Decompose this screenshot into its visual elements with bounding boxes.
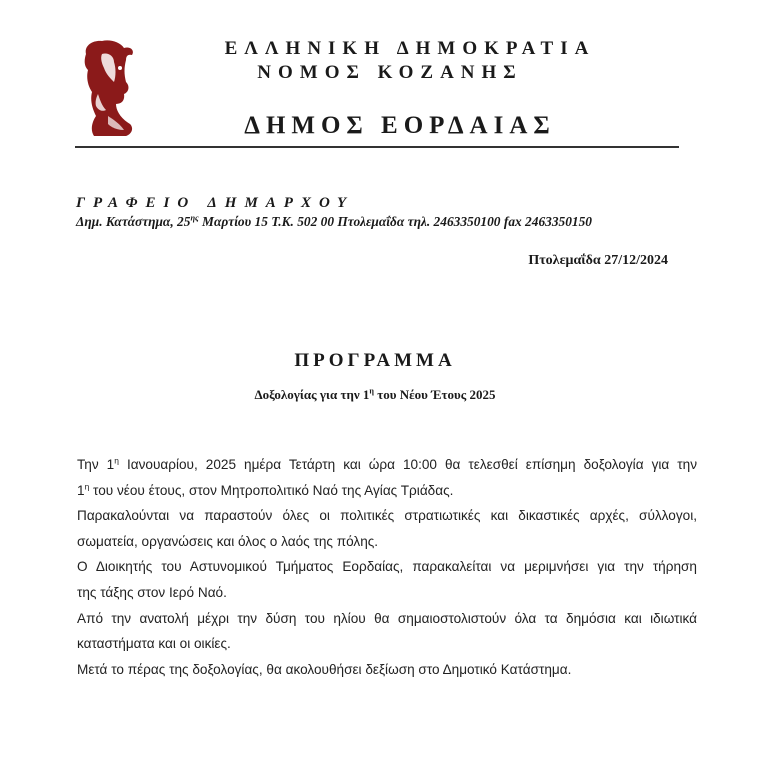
address-part-1: Δημ. Κατάστημα, 25 [76,214,191,229]
paragraph-1 [77,452,697,503]
date-line: Πτολεμαΐδα 27/12/2024 [528,253,668,268]
subtitle-part-1: Δοξολογίας για την 1 [254,387,370,402]
header-divider [75,146,679,148]
paragraph-3-line-1: Ο Διοικητής του Αστυνομικού Τμήματος Εορδαίας, παρακαλείται να μεριμνήσει για την τήρηση [77,559,697,575]
paragraph-3-line-2: της τάξης στον Ιερό Ναό. [77,584,227,600]
address-part-2: Μαρτίου 15 Τ.Κ. 502 00 Πτολεμαΐδα τηλ. 2463350100 fax 2463350150 [198,214,593,229]
paragraph-4 [77,606,697,657]
p1-l1-part-2: Ιανουαρίου, 2025 ημέρα Τετάρτη και ώρα 10:00 θα τελεσθεί επίσημη δοξολογία για την [118,457,697,472]
paragraph-2-line-1: Παρακαλούνται να παραστούν όλες οι πολιτικές στρατιωτικές και δικαστικές αρχές, σύλλογοι, [77,508,697,524]
document-subtitle [150,387,600,403]
p1-l2-part-2: του νέου έτους, στον Μητροπολιτικό Ναό της Αγίας Τριάδας. [89,482,454,498]
p1-l1-part-1: Την 1 [77,457,115,472]
subtitle-ordinal: η [369,386,374,396]
p1-l2-ordinal: η [84,481,90,492]
paragraph-1-line-2 [77,478,697,504]
paragraph-4-line-1: Από την ανατολή μέχρι την δύση του ηλίου θα σημαιοστολιστούν όλα τα δημόσια και ιδιωτικά [77,610,697,626]
body-text [77,452,697,682]
subtitle-part-2: του Νέου Έτους 2025 [373,387,496,402]
address-ordinal: ης [190,213,199,223]
paragraph-5 [77,657,697,683]
header-prefecture: ΝΟΜΟΣ ΚΟΖΑΝΗΣ [257,62,523,83]
paragraph-3 [77,554,697,605]
paragraph-1-line-1 [77,452,697,478]
paragraph-2-line-2: σωματεία, οργανώσεις και όλος ο λαός της πόλης. [77,533,379,549]
p1-l2-part-1: 1 [77,482,85,498]
paragraph-2 [77,503,697,554]
paragraph-4-line-2: καταστήματα και οι οικίες. [77,636,231,652]
municipality-emblem-head-icon [80,38,142,140]
header-municipality: ΔΗΜΟΣ ΕΟΡΔΑΙΑΣ [244,112,556,139]
document-title: ΠΡΟΓΡΑΜΜΑ [294,350,456,371]
header-country: ΕΛΛΗΝΙΚΗ ΔΗΜΟΚΡΑΤΙΑ [224,38,596,59]
p1-l1-ordinal: η [114,455,119,466]
office-name: ΓΡΑΦΕΙΟ ΔΗΜΑΡΧΟΥ [76,195,355,211]
paragraph-5-line-1: Μετά το πέρας της δοξολογίας, θα ακολουθήσει δεξίωση στο Δημοτικό Κατάστημα. [77,661,572,677]
office-address [76,214,592,230]
